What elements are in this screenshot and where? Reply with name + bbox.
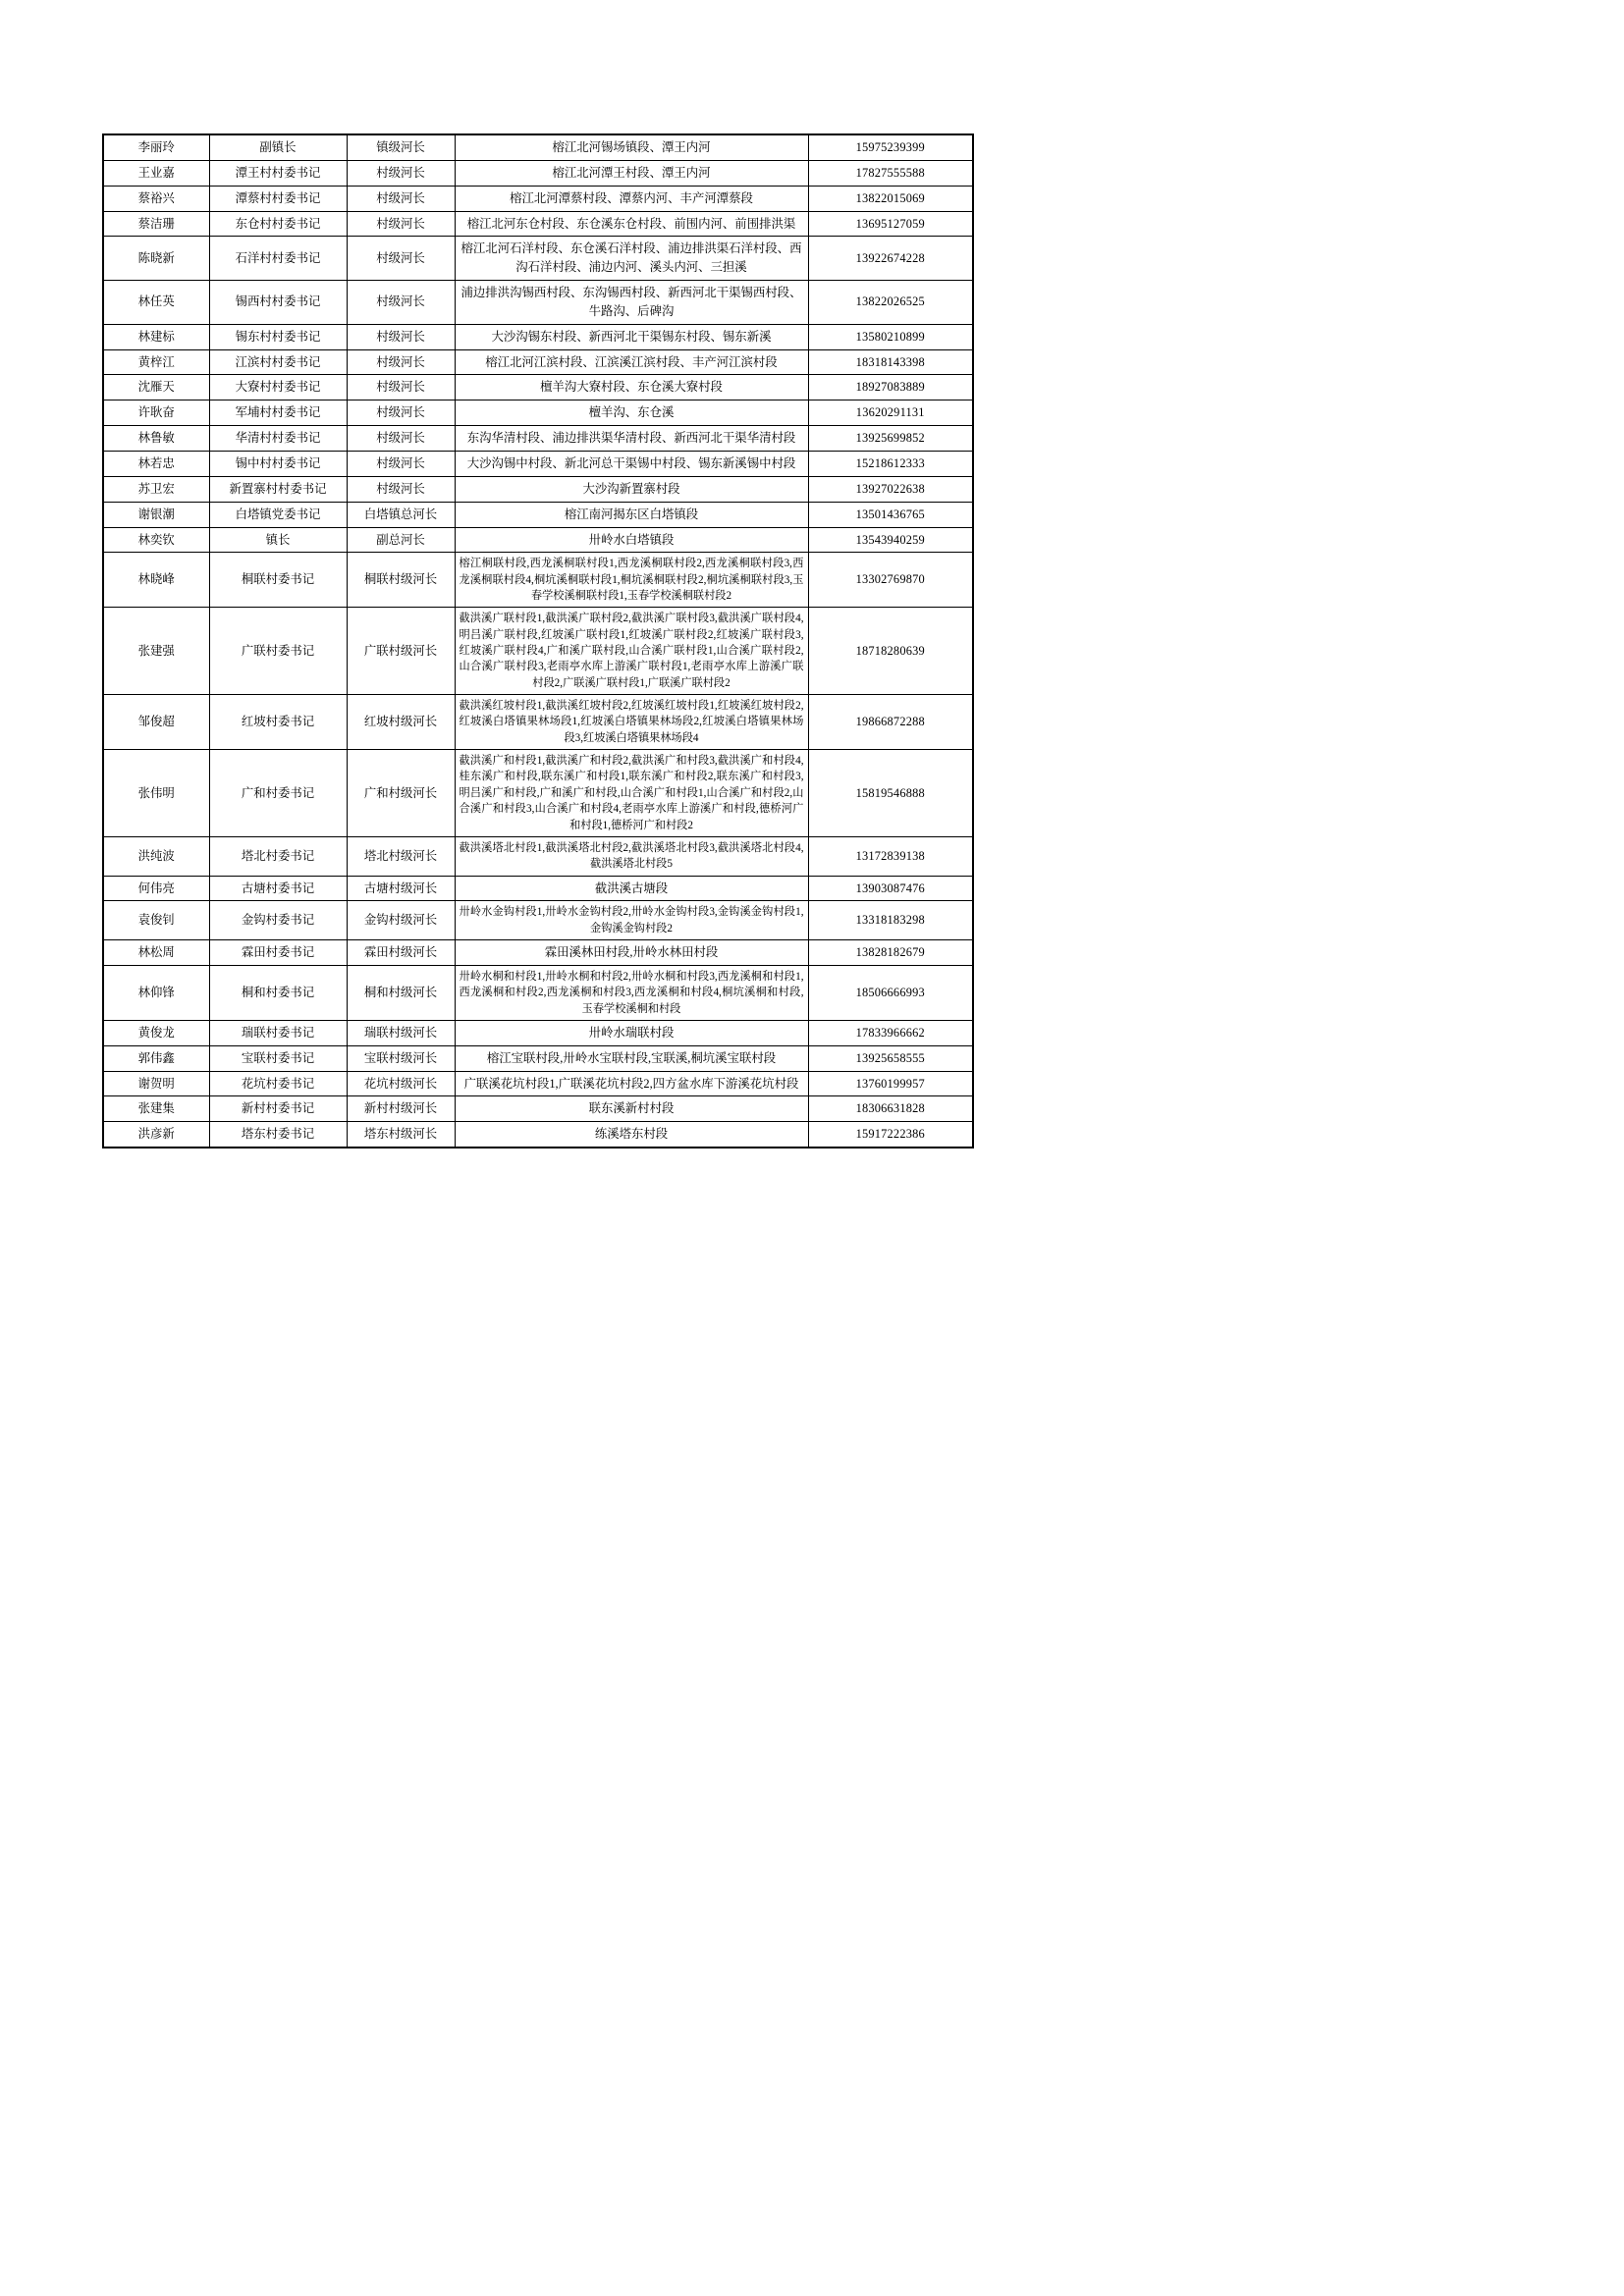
cell-name: 林晓峰 [103, 553, 209, 608]
cell-phone: 13501436765 [808, 502, 973, 527]
table-row [103, 1071, 973, 1096]
cell-phone: 15917222386 [808, 1122, 973, 1148]
table-row [103, 426, 973, 452]
cell-phone: 13695127059 [808, 211, 973, 237]
cell-river-segments: 截洪溪广联村段1,截洪溪广联村段2,截洪溪广联村段3,截洪溪广联村段4,明吕溪广联村段,红坡溪广联村段1,红坡溪广联村段2,红坡溪广联村段3,红坡溪广联村段4,广和溪广联村段,山合溪广联村段1,山合溪广联村段2,山合溪广联村段3,老雨亭水库上游溪广联村段1,老雨亭水库上游溪广联村段2,广联溪广联村段1,广联溪广联村段2 [455, 608, 808, 695]
cell-river-segments: 榕江桐联村段,西龙溪桐联村段1,西龙溪桐联村段2,西龙溪桐联村段3,西龙溪桐联村段4,桐坑溪桐联村段1,桐坑溪桐联村段2,桐坑溪桐联村段3,玉春学校溪桐联村段1,玉春学校溪桐联村段2 [455, 553, 808, 608]
cell-name: 王业嘉 [103, 160, 209, 186]
cell-level: 村级河长 [347, 451, 455, 476]
cell-phone: 18927083889 [808, 375, 973, 400]
cell-name: 林鲁敏 [103, 426, 209, 452]
cell-phone: 13925699852 [808, 426, 973, 452]
cell-name: 陈晓新 [103, 237, 209, 281]
cell-phone: 13302769870 [808, 553, 973, 608]
cell-river-segments: 联东溪新村村段 [455, 1096, 808, 1122]
table-row [103, 608, 973, 695]
cell-name: 洪彦新 [103, 1122, 209, 1148]
cell-post: 潭王村村委书记 [209, 160, 347, 186]
table-row [103, 553, 973, 608]
cell-level: 广联村级河长 [347, 608, 455, 695]
cell-post: 新置寨村村委书记 [209, 476, 347, 502]
cell-post: 金钩村委书记 [209, 901, 347, 940]
cell-post: 大寮村村委书记 [209, 375, 347, 400]
cell-phone: 13927022638 [808, 476, 973, 502]
cell-post: 锡西村村委书记 [209, 281, 347, 325]
cell-phone: 13822026525 [808, 281, 973, 325]
cell-phone: 18718280639 [808, 608, 973, 695]
cell-level: 副总河长 [347, 527, 455, 553]
cell-river-segments: 截洪溪红坡村段1,截洪溪红坡村段2,红坡溪红坡村段1,红坡溪红坡村段2,红坡溪白塔镇果林场段1,红坡溪白塔镇果林场段2,红坡溪白塔镇果林场段3,红坡溪白塔镇果林场段4 [455, 695, 808, 750]
table-row [103, 476, 973, 502]
cell-post: 新村村委书记 [209, 1096, 347, 1122]
cell-river-segments: 截洪溪塔北村段1,截洪溪塔北村段2,截洪溪塔北村段3,截洪溪塔北村段4,截洪溪塔北村段5 [455, 836, 808, 876]
cell-level: 瑞联村级河长 [347, 1020, 455, 1045]
cell-post: 霖田村委书记 [209, 940, 347, 966]
cell-river-segments: 截洪溪古塘段 [455, 876, 808, 901]
cell-post: 镇长 [209, 527, 347, 553]
cell-river-segments: 大沙沟锡中村段、新北河总干渠锡中村段、锡东新溪锡中村段 [455, 451, 808, 476]
cell-phone: 13925658555 [808, 1045, 973, 1071]
table-row [103, 281, 973, 325]
cell-phone: 15975239399 [808, 134, 973, 160]
table-row [103, 1122, 973, 1148]
cell-level: 塔北村级河长 [347, 836, 455, 876]
cell-name: 蔡洁珊 [103, 211, 209, 237]
cell-post: 宝联村委书记 [209, 1045, 347, 1071]
cell-post: 广和村委书记 [209, 750, 347, 837]
cell-river-segments: 榕江北河东仓村段、东仓溪东仓村段、前围内河、前围排洪渠 [455, 211, 808, 237]
cell-phone: 13922674228 [808, 237, 973, 281]
cell-river-segments: 榕江北河江滨村段、江滨溪江滨村段、丰产河江滨村段 [455, 349, 808, 375]
cell-name: 黄俊龙 [103, 1020, 209, 1045]
cell-level: 白塔镇总河长 [347, 502, 455, 527]
cell-river-segments: 卅岭水瑞联村段 [455, 1020, 808, 1045]
table-row [103, 324, 973, 349]
cell-level: 村级河长 [347, 186, 455, 211]
cell-river-segments: 榕江北河锡场镇段、潭王内河 [455, 134, 808, 160]
cell-post: 华清村村委书记 [209, 426, 347, 452]
table-row [103, 876, 973, 901]
cell-river-segments: 广联溪花坑村段1,广联溪花坑村段2,四方盆水库下游溪花坑村段 [455, 1071, 808, 1096]
cell-level: 村级河长 [347, 400, 455, 426]
cell-name: 何伟亮 [103, 876, 209, 901]
cell-phone: 13760199957 [808, 1071, 973, 1096]
cell-river-segments: 东沟华清村段、浦边排洪渠华清村段、新西河北干渠华清村段 [455, 426, 808, 452]
cell-post: 白塔镇党委书记 [209, 502, 347, 527]
cell-river-segments: 卅岭水金钩村段1,卅岭水金钩村段2,卅岭水金钩村段3,金钩溪金钩村段1,金钩溪金钩村段2 [455, 901, 808, 940]
cell-level: 塔东村级河长 [347, 1122, 455, 1148]
cell-post: 广联村委书记 [209, 608, 347, 695]
cell-river-segments: 霖田溪林田村段,卅岭水林田村段 [455, 940, 808, 966]
table-sheet [102, 133, 972, 1148]
table-row [103, 1045, 973, 1071]
table-row [103, 400, 973, 426]
table-row [103, 965, 973, 1020]
cell-level: 村级河长 [347, 375, 455, 400]
cell-phone: 13828182679 [808, 940, 973, 966]
cell-river-segments: 练溪塔东村段 [455, 1122, 808, 1148]
table-row [103, 375, 973, 400]
cell-level: 新村村级河长 [347, 1096, 455, 1122]
cell-name: 林任英 [103, 281, 209, 325]
cell-level: 村级河长 [347, 426, 455, 452]
cell-post: 桐和村委书记 [209, 965, 347, 1020]
cell-level: 宝联村级河长 [347, 1045, 455, 1071]
table-row [103, 750, 973, 837]
table-row [103, 901, 973, 940]
cell-name: 张伟明 [103, 750, 209, 837]
cell-post: 锡中村村委书记 [209, 451, 347, 476]
cell-phone: 13318183298 [808, 901, 973, 940]
cell-name: 林仰锋 [103, 965, 209, 1020]
table-row [103, 349, 973, 375]
cell-river-segments: 截洪溪广和村段1,截洪溪广和村段2,截洪溪广和村段3,截洪溪广和村段4,桂东溪广和村段,联东溪广和村段1,联东溪广和村段2,联东溪广和村段3,明吕溪广和村段,广和溪广和村段,山合溪广和村段1,山合溪广和村段2,山合溪广和村段3,山合溪广和村段4,老雨亭水库上游溪广和村段,德桥河广和村段1,德桥河广和村段2 [455, 750, 808, 837]
cell-post: 军埔村村委书记 [209, 400, 347, 426]
cell-phone: 17833966662 [808, 1020, 973, 1045]
cell-name: 谢贺明 [103, 1071, 209, 1096]
cell-name: 李丽玲 [103, 134, 209, 160]
cell-river-segments: 檀羊沟、东仓溪 [455, 400, 808, 426]
cell-phone: 13543940259 [808, 527, 973, 553]
cell-name: 张建强 [103, 608, 209, 695]
cell-level: 古塘村级河长 [347, 876, 455, 901]
cell-river-segments: 檀羊沟大寮村段、东仓溪大寮村段 [455, 375, 808, 400]
cell-name: 林若忠 [103, 451, 209, 476]
table-row [103, 451, 973, 476]
table-row [103, 502, 973, 527]
cell-post: 塔东村委书记 [209, 1122, 347, 1148]
cell-river-segments: 榕江北河石洋村段、东仓溪石洋村段、浦边排洪渠石洋村段、西沟石洋村段、浦边内河、溪头内河、三担溪 [455, 237, 808, 281]
table-body [103, 134, 973, 1148]
cell-name: 谢银潮 [103, 502, 209, 527]
cell-level: 村级河长 [347, 324, 455, 349]
table-row [103, 695, 973, 750]
cell-name: 蔡裕兴 [103, 186, 209, 211]
cell-level: 镇级河长 [347, 134, 455, 160]
cell-level: 村级河长 [347, 211, 455, 237]
cell-name: 张建集 [103, 1096, 209, 1122]
cell-level: 村级河长 [347, 281, 455, 325]
cell-level: 红坡村级河长 [347, 695, 455, 750]
river-chief-table [102, 133, 974, 1148]
cell-post: 东仓村村委书记 [209, 211, 347, 237]
cell-phone: 18318143398 [808, 349, 973, 375]
cell-level: 村级河长 [347, 237, 455, 281]
cell-river-segments: 卅岭水白塔镇段 [455, 527, 808, 553]
cell-phone: 13903087476 [808, 876, 973, 901]
cell-name: 袁俊钊 [103, 901, 209, 940]
table-row [103, 940, 973, 966]
table-row [103, 1020, 973, 1045]
cell-level: 广和村级河长 [347, 750, 455, 837]
cell-name: 沈雁天 [103, 375, 209, 400]
cell-name: 郭伟鑫 [103, 1045, 209, 1071]
cell-phone: 18506666993 [808, 965, 973, 1020]
cell-river-segments: 榕江宝联村段,卅岭水宝联村段,宝联溪,桐坑溪宝联村段 [455, 1045, 808, 1071]
cell-name: 邹俊超 [103, 695, 209, 750]
table-row [103, 186, 973, 211]
table-row [103, 134, 973, 160]
cell-name: 苏卫宏 [103, 476, 209, 502]
cell-phone: 15819546888 [808, 750, 973, 837]
cell-name: 洪纯波 [103, 836, 209, 876]
cell-river-segments: 浦边排洪沟锡西村段、东沟锡西村段、新西河北干渠锡西村段、牛路沟、后碑沟 [455, 281, 808, 325]
cell-name: 林松周 [103, 940, 209, 966]
cell-name: 黄梓江 [103, 349, 209, 375]
cell-phone: 13822015069 [808, 186, 973, 211]
cell-post: 潭蔡村村委书记 [209, 186, 347, 211]
cell-river-segments: 榕江北河潭蔡村段、潭蔡内河、丰产河潭蔡段 [455, 186, 808, 211]
cell-phone: 17827555588 [808, 160, 973, 186]
cell-river-segments: 大沙沟锡东村段、新西河北干渠锡东村段、锡东新溪 [455, 324, 808, 349]
cell-phone: 19866872288 [808, 695, 973, 750]
cell-phone: 13172839138 [808, 836, 973, 876]
cell-level: 桐和村级河长 [347, 965, 455, 1020]
cell-phone: 13580210899 [808, 324, 973, 349]
cell-name: 林奕钦 [103, 527, 209, 553]
cell-phone: 18306631828 [808, 1096, 973, 1122]
cell-name: 林建标 [103, 324, 209, 349]
cell-post: 锡东村村委书记 [209, 324, 347, 349]
table-row [103, 836, 973, 876]
cell-name: 许耿奋 [103, 400, 209, 426]
table-row [103, 237, 973, 281]
cell-post: 塔北村委书记 [209, 836, 347, 876]
table-row [103, 160, 973, 186]
cell-level: 霖田村级河长 [347, 940, 455, 966]
cell-post: 桐联村委书记 [209, 553, 347, 608]
cell-level: 村级河长 [347, 160, 455, 186]
cell-level: 村级河长 [347, 476, 455, 502]
cell-level: 花坑村级河长 [347, 1071, 455, 1096]
table-row [103, 527, 973, 553]
cell-river-segments: 榕江北河潭王村段、潭王内河 [455, 160, 808, 186]
cell-level: 桐联村级河长 [347, 553, 455, 608]
cell-post: 瑞联村委书记 [209, 1020, 347, 1045]
cell-river-segments: 大沙沟新置寨村段 [455, 476, 808, 502]
cell-phone: 15218612333 [808, 451, 973, 476]
table-row [103, 1096, 973, 1122]
cell-post: 古塘村委书记 [209, 876, 347, 901]
cell-level: 金钩村级河长 [347, 901, 455, 940]
cell-post: 花坑村委书记 [209, 1071, 347, 1096]
cell-post: 江滨村村委书记 [209, 349, 347, 375]
cell-post: 石洋村村委书记 [209, 237, 347, 281]
cell-level: 村级河长 [347, 349, 455, 375]
cell-post: 副镇长 [209, 134, 347, 160]
cell-river-segments: 卅岭水桐和村段1,卅岭水桐和村段2,卅岭水桐和村段3,西龙溪桐和村段1,西龙溪桐和村段2,西龙溪桐和村段3,西龙溪桐和村段4,桐坑溪桐和村段,玉春学校溪桐和村段 [455, 965, 808, 1020]
cell-phone: 13620291131 [808, 400, 973, 426]
cell-river-segments: 榕江南河揭东区白塔镇段 [455, 502, 808, 527]
cell-post: 红坡村委书记 [209, 695, 347, 750]
table-row [103, 211, 973, 237]
